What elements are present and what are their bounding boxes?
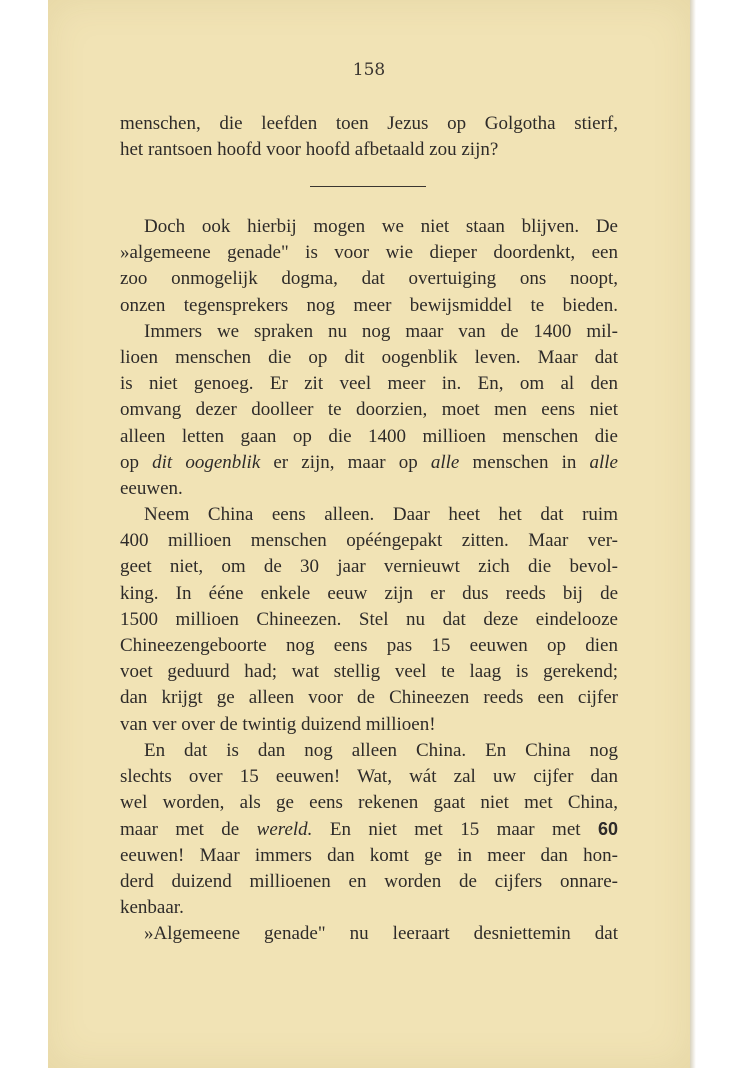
italic-text: alle <box>589 451 618 473</box>
text-line: Doch ook hierbij mogen we niet staan blijven. De <box>144 216 618 237</box>
italic-text: alle <box>430 451 460 473</box>
text-line: dan krijgt ge alleen voor de Chineezen reeds een cijfer <box>120 687 618 709</box>
page-number: 158 <box>352 60 386 80</box>
section-divider <box>310 186 426 187</box>
text-run: op <box>120 451 153 473</box>
text-line: wel worden, als ge eens rekenen gaat niet met China, <box>120 792 618 814</box>
text-line: van ver over de twintig duizend millioen! <box>120 713 436 735</box>
text-line: menschen, die leefden toen Jezus op Golgotha stierf, <box>120 113 618 134</box>
text-line-mixed <box>120 450 618 476</box>
text-line: onzen tegensprekers nog meer bewijsmiddel te bieden. <box>120 294 618 316</box>
text-line: kenbaar. <box>120 896 184 918</box>
page-edge-shadow <box>690 0 696 1068</box>
text-line: 1500 millioen Chineezen. Stel nu dat deze eindelooze <box>120 608 618 630</box>
text-line: eeuwen. <box>120 477 183 499</box>
text-line: omvang dezer doolleer te doorzien, moet men eens niet <box>120 399 618 421</box>
main-text <box>120 214 618 947</box>
text-line: »Algemeene genade" nu leeraart desniettemin dat <box>144 923 618 945</box>
text-line: king. In ééne enkele eeuw zijn er dus reeds bij de <box>120 582 618 604</box>
italic-text: dit oogenblik <box>152 451 261 473</box>
text-line: eeuwen! Maar immers dan komt ge in meer dan hon- <box>120 844 618 866</box>
text-line: alleen letten gaan op die 1400 millioen menschen die <box>120 425 618 447</box>
bold-number: 60 <box>597 819 618 840</box>
text-line: voet geduurd had; wat stellig veel te laag is gerekend; <box>120 661 618 683</box>
text-line: Neem China eens alleen. Daar heet het dat ruim <box>144 504 618 526</box>
continued-paragraph <box>120 111 618 163</box>
italic-text: wereld. <box>256 819 313 841</box>
book-page <box>48 0 690 1068</box>
text-run: maar met de <box>120 819 257 841</box>
text-line: Chineezengeboorte nog eens pas 15 eeuwen op dien <box>120 635 618 656</box>
text-line: 400 millioen menschen opééngepakt zitten. Maar ver- <box>120 530 618 552</box>
text-line: is niet genoeg. Er zit veel meer in. En, om al den <box>120 373 618 395</box>
text-run: En niet met 15 maar met <box>312 819 598 841</box>
text-line: derd duizend millioenen en worden de cijfers onnare- <box>120 870 618 892</box>
text-line: lioen menschen die op dit oogenblik leven. Maar dat <box>120 346 618 368</box>
text-line: geet niet, om de 30 jaar vernieuwt zich die bevol- <box>120 556 618 578</box>
text-line: »algemeene genade" is voor wie dieper doordenkt, een <box>120 242 618 264</box>
text-line: het rantsoen hoofd voor hoofd afbetaald zou zijn? <box>120 139 499 161</box>
text-line: Immers we spraken nu nog maar van de 1400 mil- <box>144 320 618 342</box>
text-line: zoo onmogelijk dogma, dat overtuiging ons noopt, <box>120 268 618 290</box>
text-line: En dat is dan nog alleen China. En China nog <box>144 739 618 761</box>
text-run: er zijn, maar op <box>260 451 431 473</box>
text-line-mixed <box>120 816 618 842</box>
text-line: slechts over 15 eeuwen! Wat, wát zal uw cijfer dan <box>120 765 618 787</box>
text-run: menschen in <box>459 451 590 473</box>
